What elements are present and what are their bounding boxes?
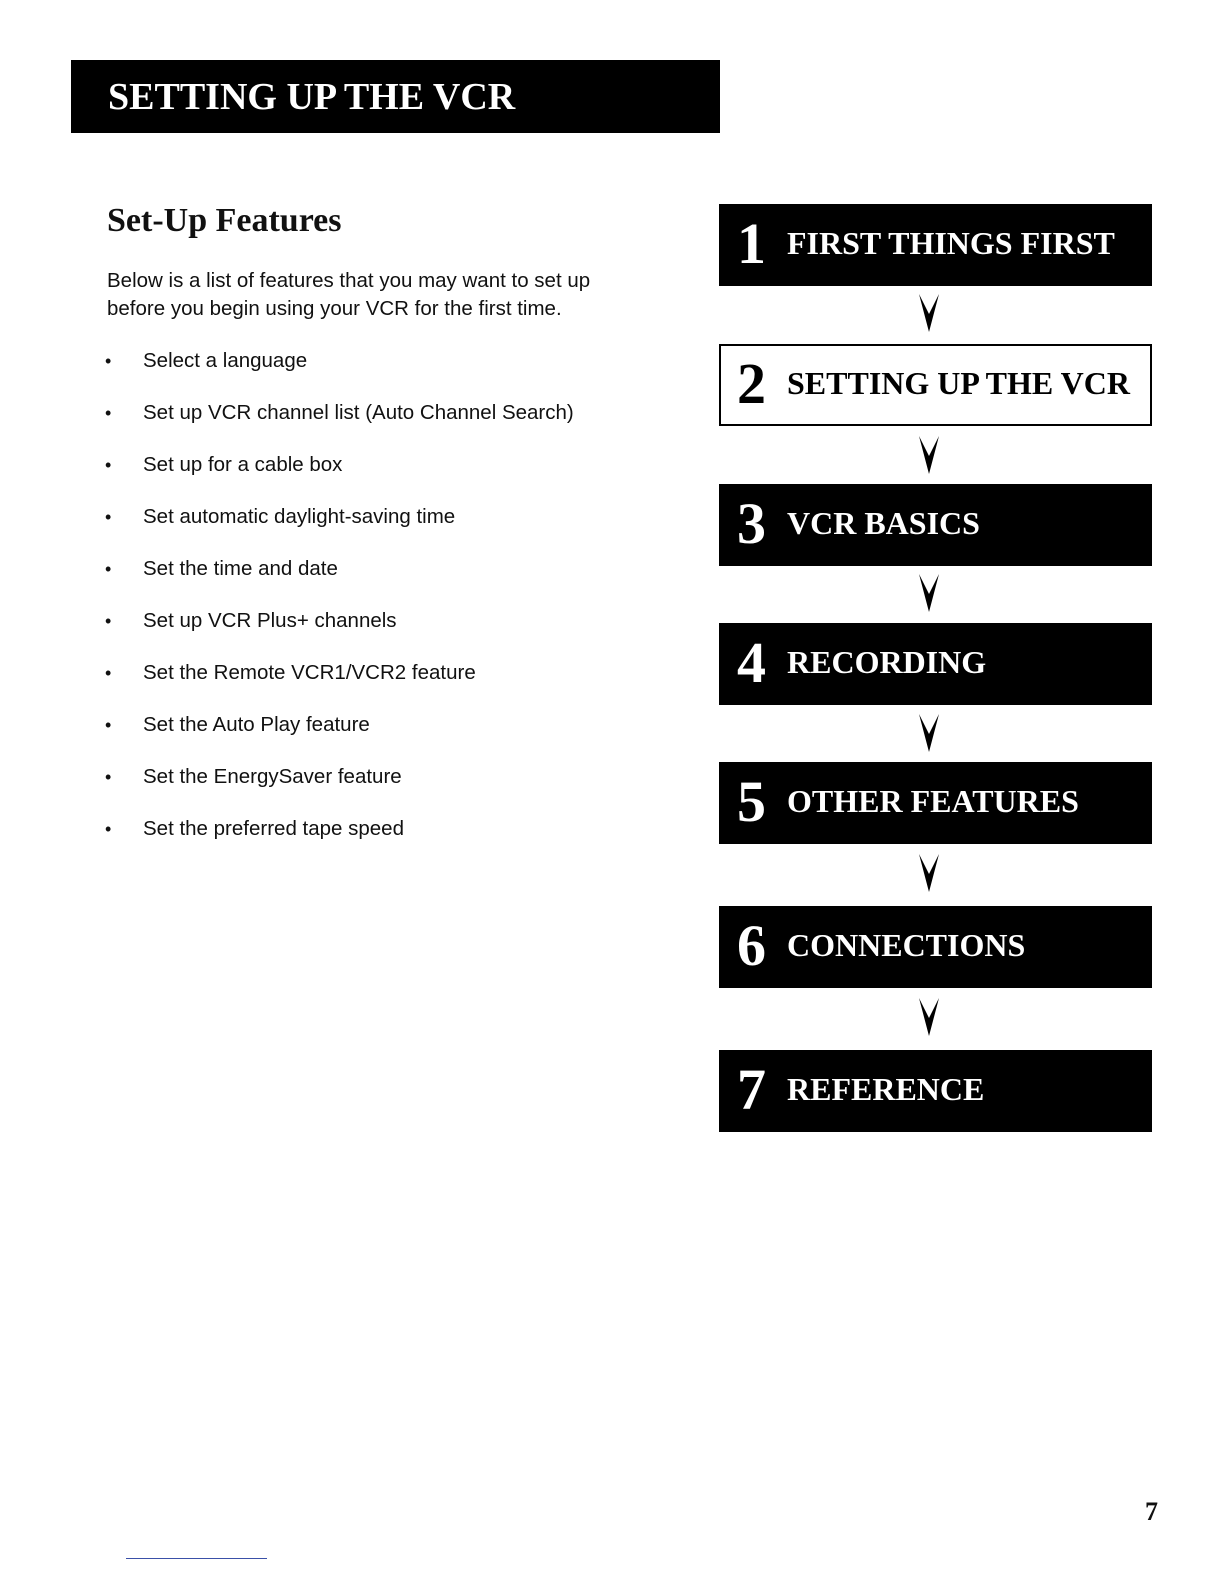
feature-text: Set the Auto Play feature	[143, 713, 370, 736]
step-3-vcr-basics	[719, 484, 1152, 566]
feature-text: Set automatic daylight-saving time	[143, 505, 456, 528]
intro-line: Below is a list of features that you may want to set up	[107, 269, 591, 292]
step-number: 2	[737, 351, 766, 416]
page-title: SETTING UP THE VCR	[108, 76, 516, 118]
bullet-icon: •	[105, 455, 112, 475]
bullet-icon: •	[105, 559, 112, 579]
step-label: VCR BASICS	[787, 505, 980, 541]
step-label: OTHER FEATURES	[787, 783, 1079, 819]
bullet-icon: •	[105, 611, 112, 631]
step-label: CONNECTIONS	[787, 927, 1026, 963]
step-number: 3	[737, 491, 766, 556]
step-number: 7	[737, 1057, 766, 1122]
step-label: SETTING UP THE VCR	[787, 365, 1130, 401]
step-number: 6	[737, 913, 766, 978]
step-4-recording	[719, 623, 1152, 705]
step-number: 5	[737, 769, 766, 834]
step-7-reference	[719, 1050, 1152, 1132]
section-heading: Set-Up Features	[107, 202, 342, 239]
feature-text: Set the Remote VCR1/VCR2 feature	[143, 661, 476, 684]
feature-text: Select a language	[143, 349, 308, 372]
bullet-icon: •	[105, 819, 112, 839]
step-label: FIRST THINGS FIRST	[787, 225, 1115, 261]
step-1-first-things-first	[719, 204, 1152, 286]
step-2-setting-up-the-vcr	[719, 344, 1152, 426]
step-number: 4	[737, 630, 766, 695]
feature-text: Set the EnergySaver feature	[143, 765, 402, 788]
bullet-icon: •	[105, 715, 112, 735]
feature-text: Set the preferred tape speed	[143, 817, 404, 840]
feature-text: Set up VCR channel list (Auto Channel Search)	[143, 401, 574, 424]
step-label: RECORDING	[787, 644, 987, 680]
bullet-icon: •	[105, 663, 112, 683]
down-arrow-icon	[917, 572, 941, 614]
bullet-icon: •	[105, 403, 112, 423]
step-5-other-features	[719, 762, 1152, 844]
step-number: 1	[737, 211, 766, 276]
step-label: REFERENCE	[787, 1071, 985, 1107]
footer-rule	[126, 1558, 267, 1559]
step-6-connections	[719, 906, 1152, 988]
down-arrow-icon	[917, 996, 941, 1038]
header-bar	[71, 60, 720, 133]
down-arrow-icon	[917, 434, 941, 476]
down-arrow-icon	[917, 292, 941, 334]
bullet-icon: •	[105, 507, 112, 527]
bullet-icon: •	[105, 351, 112, 371]
feature-text: Set up VCR Plus+ channels	[143, 609, 397, 632]
intro-line: before you begin using your VCR for the first time.	[107, 297, 562, 320]
bullet-icon: •	[105, 767, 112, 787]
down-arrow-icon	[917, 852, 941, 894]
intro-paragraph	[107, 267, 687, 323]
down-arrow-icon	[917, 712, 941, 754]
feature-text: Set up for a cable box	[143, 453, 343, 476]
page-number: 7	[1145, 1497, 1158, 1526]
feature-text: Set the time and date	[143, 557, 338, 580]
